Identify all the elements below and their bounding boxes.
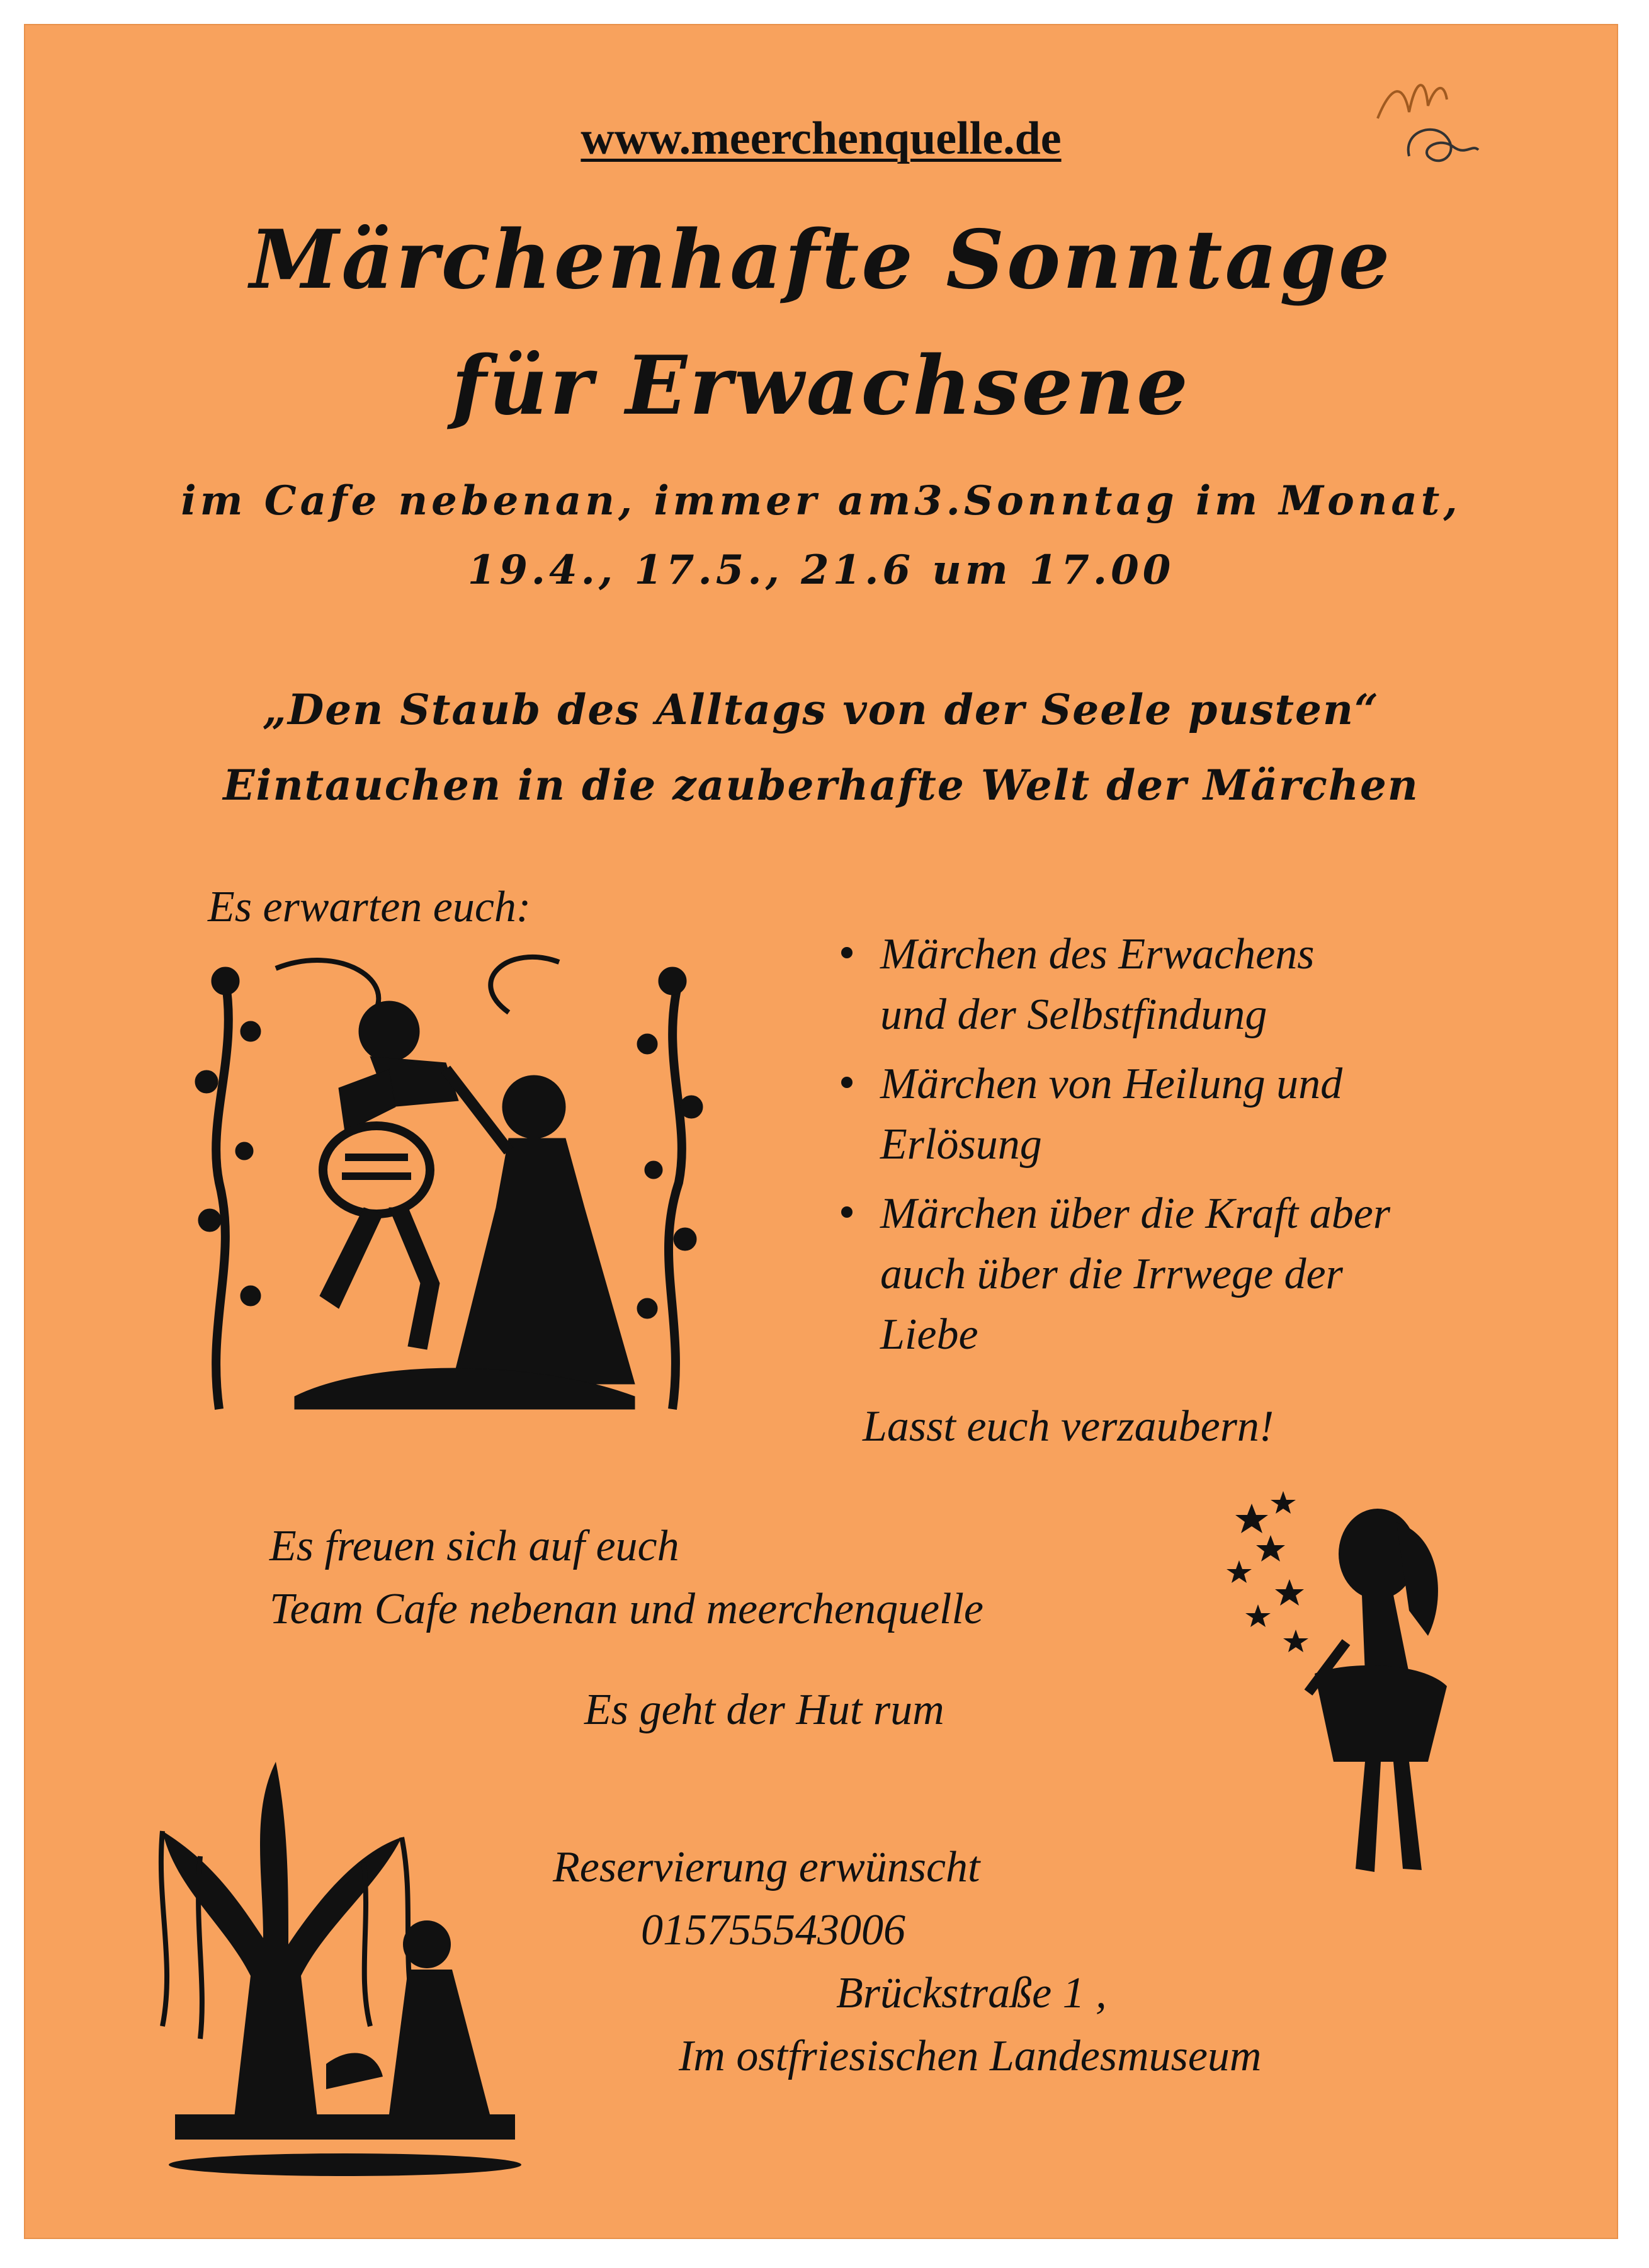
- reservation-line: Reservierung erwünscht: [553, 1843, 980, 1891]
- title-line-2: für Erwachsene: [451, 339, 1191, 433]
- phone-number[interactable]: 015755543006: [641, 1906, 905, 1954]
- couple-silhouette-image: [181, 943, 717, 1422]
- flyer-page: [24, 24, 1618, 2239]
- title-line-1: Märchenhafte Sonntage: [249, 213, 1393, 307]
- address-line-1: Brückstraße 1 ,: [836, 1969, 1107, 2017]
- bullet-item-healing: Märchen von Heilung und Erlösung: [830, 1054, 1585, 1175]
- motto-line: Eintauchen in die zauberhafte Welt der Märchen: [223, 761, 1419, 810]
- expect-heading: Es erwarten euch:: [208, 883, 531, 931]
- subtitle-line-2: 19.4., 17.5., 21.6 um 17.00: [467, 547, 1175, 594]
- bullet-list: [830, 924, 1585, 1374]
- bullet-item-awakening: Märchen des Erwachens und der Selbstfindung: [830, 924, 1585, 1045]
- enchant-line: Lasst euch verzaubern!: [863, 1402, 1274, 1451]
- willow-tree-silhouette-image: [137, 1737, 540, 2177]
- bullet-item-love: Märchen über die Kraft aber auch über die Irrwege der Liebe: [830, 1184, 1585, 1365]
- quote-line: „Den Staub des Alltags von der Seele pusten“: [263, 685, 1380, 734]
- hat-line: Es geht der Hut rum: [584, 1686, 944, 1734]
- greeting-line-1: Es freuen sich auf euch: [269, 1522, 679, 1570]
- subtitle-line-1: im Cafe nebenan, immer am3.Sonntag im Monat,: [181, 477, 1461, 524]
- website-url[interactable]: www.meerchenquelle.de: [581, 113, 1062, 164]
- girl-stars-silhouette-image: [1220, 1485, 1459, 1888]
- greeting-line-2: Team Cafe nebenan und meerchenquelle: [269, 1585, 983, 1633]
- address-line-2: Im ostfriesischen Landesmuseum: [679, 2032, 1262, 2080]
- signature-mark-icon: [1365, 62, 1504, 175]
